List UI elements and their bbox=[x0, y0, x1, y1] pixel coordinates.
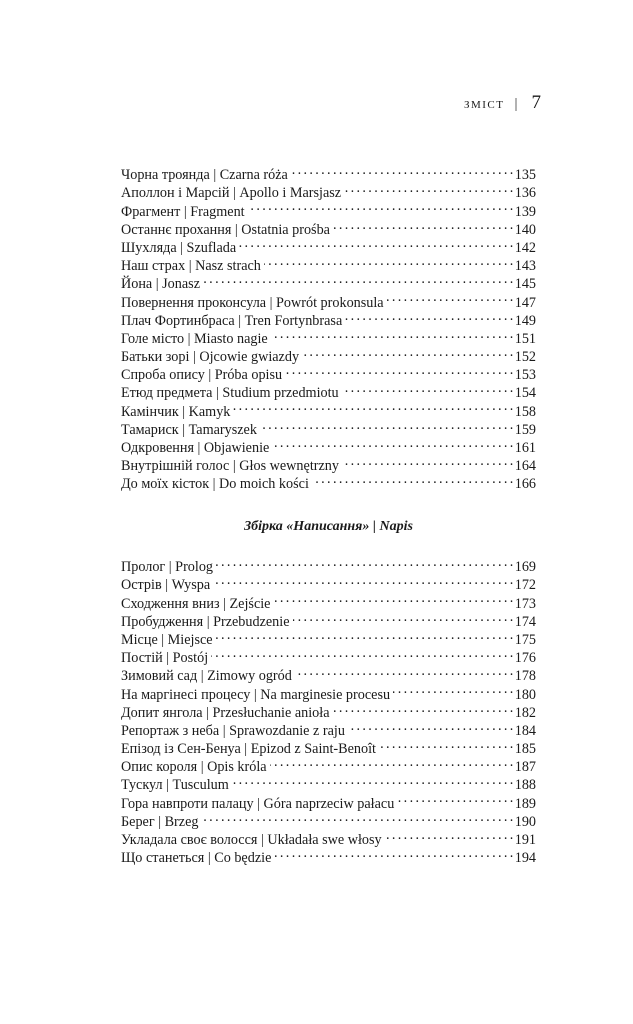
toc-entry-page: 194 bbox=[514, 850, 536, 867]
running-head-label: ЗМІСТ bbox=[463, 99, 505, 111]
toc-entry-title: Пробудження | Przebudzenie bbox=[121, 613, 290, 630]
toc-entry-title: Останнє прохання | Ostatnia prośba bbox=[121, 221, 330, 238]
dot-leader bbox=[342, 452, 513, 470]
toc-entry-page: 149 bbox=[514, 312, 536, 329]
toc-entry-page: 169 bbox=[514, 559, 536, 576]
toc-entry bbox=[121, 161, 536, 184]
toc-entry-title: Що станеться | Co będzie bbox=[121, 850, 272, 867]
dot-leader bbox=[387, 288, 513, 306]
toc-entry-title: Етюд предмета | Studium przedmiotu bbox=[121, 385, 339, 402]
dot-leader bbox=[211, 644, 513, 662]
dot-leader bbox=[216, 626, 513, 644]
toc-entry-title: На маргінесі процесу | Na marginesie procesu bbox=[121, 686, 391, 703]
dot-leader bbox=[270, 753, 513, 771]
toc-entry-title: Спроба опису | Próba opisu bbox=[121, 367, 283, 384]
dot-leader bbox=[345, 307, 512, 325]
toc-entry-title: Тускул | Tusculum bbox=[121, 777, 229, 794]
toc-entry-title: Епізод із Сен-Бенуа | Epizod z Saint-Benoît bbox=[121, 741, 376, 758]
toc-entry bbox=[121, 553, 536, 576]
toc-entry-page: 172 bbox=[514, 577, 536, 594]
toc-entry-title: Острів | Wyspa bbox=[121, 577, 211, 594]
dot-leader bbox=[274, 844, 512, 862]
toc-entry-title: Батьки зорі | Ojcowie gwiazdy bbox=[121, 349, 300, 366]
toc-entry-page: 173 bbox=[514, 595, 536, 612]
toc-entry-title: Йона | Jonasz bbox=[121, 276, 200, 293]
dot-leader bbox=[272, 434, 512, 452]
toc-entry-title: Повернення проконсула | Powrót prokonsula bbox=[121, 294, 384, 311]
dot-leader bbox=[271, 325, 513, 343]
toc-entry-page: 152 bbox=[514, 349, 536, 366]
toc-entry-page: 142 bbox=[514, 239, 536, 256]
toc-entry-page: 143 bbox=[514, 258, 536, 275]
toc-entry-page: 151 bbox=[514, 330, 536, 347]
toc-entry-page: 191 bbox=[514, 832, 536, 848]
dot-leader bbox=[342, 379, 513, 397]
dot-leader bbox=[264, 252, 513, 270]
toc-entry-page: 161 bbox=[514, 440, 536, 456]
dot-leader bbox=[393, 680, 513, 698]
toc-entry-title: Місце | Miejsce bbox=[121, 631, 213, 648]
dot-leader bbox=[312, 470, 513, 488]
toc-entry-page: 139 bbox=[514, 203, 536, 220]
toc-entry-title: Чорна троянда | Czarna róża bbox=[121, 167, 288, 184]
section-heading: Збірка «Написання» | Napis bbox=[244, 519, 413, 534]
toc-entry-page: 188 bbox=[514, 777, 536, 794]
toc-entry-title: Пролог | Prolog bbox=[121, 559, 214, 576]
dot-leader bbox=[333, 216, 513, 234]
dot-leader bbox=[397, 789, 512, 807]
toc-entry-page: 175 bbox=[514, 631, 536, 648]
toc-entry-page: 176 bbox=[514, 650, 536, 667]
dot-leader bbox=[293, 608, 513, 626]
toc-entry-page: 189 bbox=[514, 795, 536, 812]
dot-leader bbox=[233, 397, 512, 415]
toc-entry-page: 154 bbox=[514, 385, 536, 402]
toc-entry-title: До моїх кісток | Do moich kości bbox=[121, 476, 309, 493]
dot-leader bbox=[379, 735, 513, 753]
running-head-divider: | bbox=[514, 96, 518, 112]
toc-entry-title: Тамариск | Tamaryszek bbox=[121, 421, 257, 438]
toc-entry-title: Берег | Brzeg bbox=[121, 813, 199, 830]
toc-entry-page: 147 bbox=[514, 294, 536, 311]
toc-entry-title: Допит янгола | Przesłuchanie anioła bbox=[121, 704, 330, 721]
toc-entry-title: Сходження вниз | Zejście bbox=[121, 595, 271, 612]
toc-entry-title: Укладала своє волосся | Układała swe włosy bbox=[121, 832, 382, 848]
toc-entry-title: Опис короля | Opis króla bbox=[121, 759, 267, 776]
toc-entry-page: 164 bbox=[514, 458, 536, 475]
dot-leader bbox=[216, 553, 513, 571]
dot-leader bbox=[260, 416, 513, 434]
toc-entry-title: Постій | Postój bbox=[121, 650, 209, 667]
toc-entry-page: 136 bbox=[514, 185, 536, 202]
toc-entry-page: 135 bbox=[514, 167, 536, 184]
dot-leader bbox=[295, 662, 513, 680]
toc-entry-page: 158 bbox=[514, 403, 536, 420]
toc-entry-title: Плач Фортинбраса | Tren Fortynbrasa bbox=[121, 312, 343, 329]
toc-entry-title: Гора навпроти палацу | Góra naprzeciw pałacu bbox=[121, 795, 395, 812]
toc-entry-page: 184 bbox=[514, 722, 536, 739]
toc-entry-title: Шухляда | Szuflada bbox=[121, 239, 237, 256]
dot-leader bbox=[385, 826, 513, 844]
toc-entry-page: 145 bbox=[514, 276, 536, 293]
toc-entry-page: 153 bbox=[514, 367, 536, 384]
dot-leader bbox=[302, 343, 513, 361]
dot-leader bbox=[201, 808, 512, 826]
toc-entry-page: 159 bbox=[514, 421, 536, 438]
toc-entry-page: 187 bbox=[514, 759, 536, 776]
toc-entry-title: Фрагмент | Fragment bbox=[121, 203, 245, 220]
dot-leader bbox=[348, 717, 513, 735]
dot-leader bbox=[333, 699, 513, 717]
page-number: 7 bbox=[531, 92, 541, 113]
toc-entry-page: 166 bbox=[514, 476, 536, 493]
toc-entry-title: Одкровення | Objawienie bbox=[121, 440, 270, 456]
toc-entry-title: Зимовий сад | Zimowy ogród bbox=[121, 668, 292, 685]
toc-list-part1 bbox=[121, 161, 536, 493]
toc-entry-page: 174 bbox=[514, 613, 536, 630]
dot-leader bbox=[344, 179, 513, 197]
toc-entry-title: Голе місто | Miasto nagie bbox=[121, 330, 268, 347]
running-head bbox=[464, 92, 541, 114]
dot-leader bbox=[203, 270, 513, 288]
toc-entry-title: Внутрішній голос | Głos wewnętrzny bbox=[121, 458, 339, 475]
dot-leader bbox=[213, 571, 513, 589]
dot-leader bbox=[291, 161, 513, 179]
toc-list-part2 bbox=[121, 553, 536, 867]
toc-entry-page: 182 bbox=[514, 704, 536, 721]
dot-leader bbox=[273, 589, 512, 607]
toc-entry-page: 140 bbox=[514, 221, 536, 238]
toc-entry-page: 178 bbox=[514, 668, 536, 685]
toc-entry-title: Репортаж з неба | Sprawozdanie z raju bbox=[121, 722, 345, 739]
toc-entry-title: Аполлон і Марсій | Apollo i Marsjasz bbox=[121, 185, 342, 202]
dot-leader bbox=[285, 361, 513, 379]
toc-entry-title: Наш страх | Nasz strach bbox=[121, 258, 261, 275]
dot-leader bbox=[248, 197, 513, 215]
toc-entry-page: 185 bbox=[514, 741, 536, 758]
toc-entry-page: 180 bbox=[514, 686, 536, 703]
toc-entry-page: 190 bbox=[514, 813, 536, 830]
toc-entry-title: Камінчик | Kamyk bbox=[121, 403, 231, 420]
dot-leader bbox=[232, 771, 513, 789]
dot-leader bbox=[239, 234, 513, 252]
